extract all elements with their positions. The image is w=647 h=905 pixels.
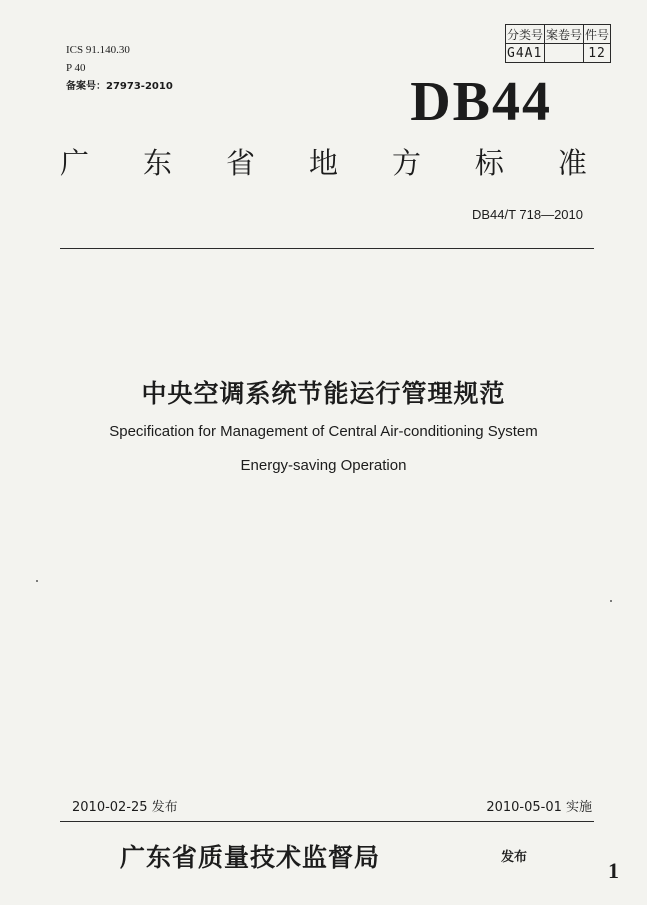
document-title-cn: 中央空调系统节能运行管理规范: [141, 379, 506, 408]
standard-code: DB44: [410, 71, 552, 133]
stamp-value-item: 12: [584, 44, 611, 63]
level-char: 东: [142, 146, 172, 180]
footer-divider: [60, 821, 594, 822]
issuer-suffix: 发布: [501, 850, 528, 865]
document-title-en-line1: Specification for Management of Central Air-conditioning System: [109, 423, 538, 440]
level-char: 省: [225, 146, 255, 180]
header-divider: [60, 248, 594, 249]
page-number: 1: [608, 858, 619, 883]
standard-level-title: [60, 146, 587, 180]
implementation-date: 2010-05-01 实施: [486, 800, 592, 815]
scan-speck: [610, 600, 612, 602]
level-char: 准: [557, 146, 587, 180]
stamp-header-category: 分类号: [506, 25, 545, 44]
level-char: 地: [308, 146, 338, 180]
stamp-value-category: G4A1: [506, 44, 545, 63]
ccs-code: P 40: [66, 62, 86, 74]
archive-stamp: [505, 24, 611, 63]
stamp-value-volume: [545, 44, 584, 63]
issue-date: 2010-02-25 发布: [72, 800, 178, 815]
scan-speck: [36, 580, 38, 582]
level-char: 广: [60, 146, 90, 180]
stamp-header-item: 件号: [584, 25, 611, 44]
issuing-authority: 广东省质量技术监督局: [120, 843, 381, 872]
ics-code: ICS 91.140.30: [66, 44, 130, 56]
document-title-en-line2: Energy-saving Operation: [240, 457, 407, 474]
filing-number: 备案号：27973-2010: [66, 81, 173, 92]
stamp-header-volume: 案卷号: [545, 25, 584, 44]
standard-number: DB44/T 718—2010: [471, 207, 583, 222]
level-char: 标: [474, 146, 504, 180]
level-char: 方: [391, 146, 421, 180]
